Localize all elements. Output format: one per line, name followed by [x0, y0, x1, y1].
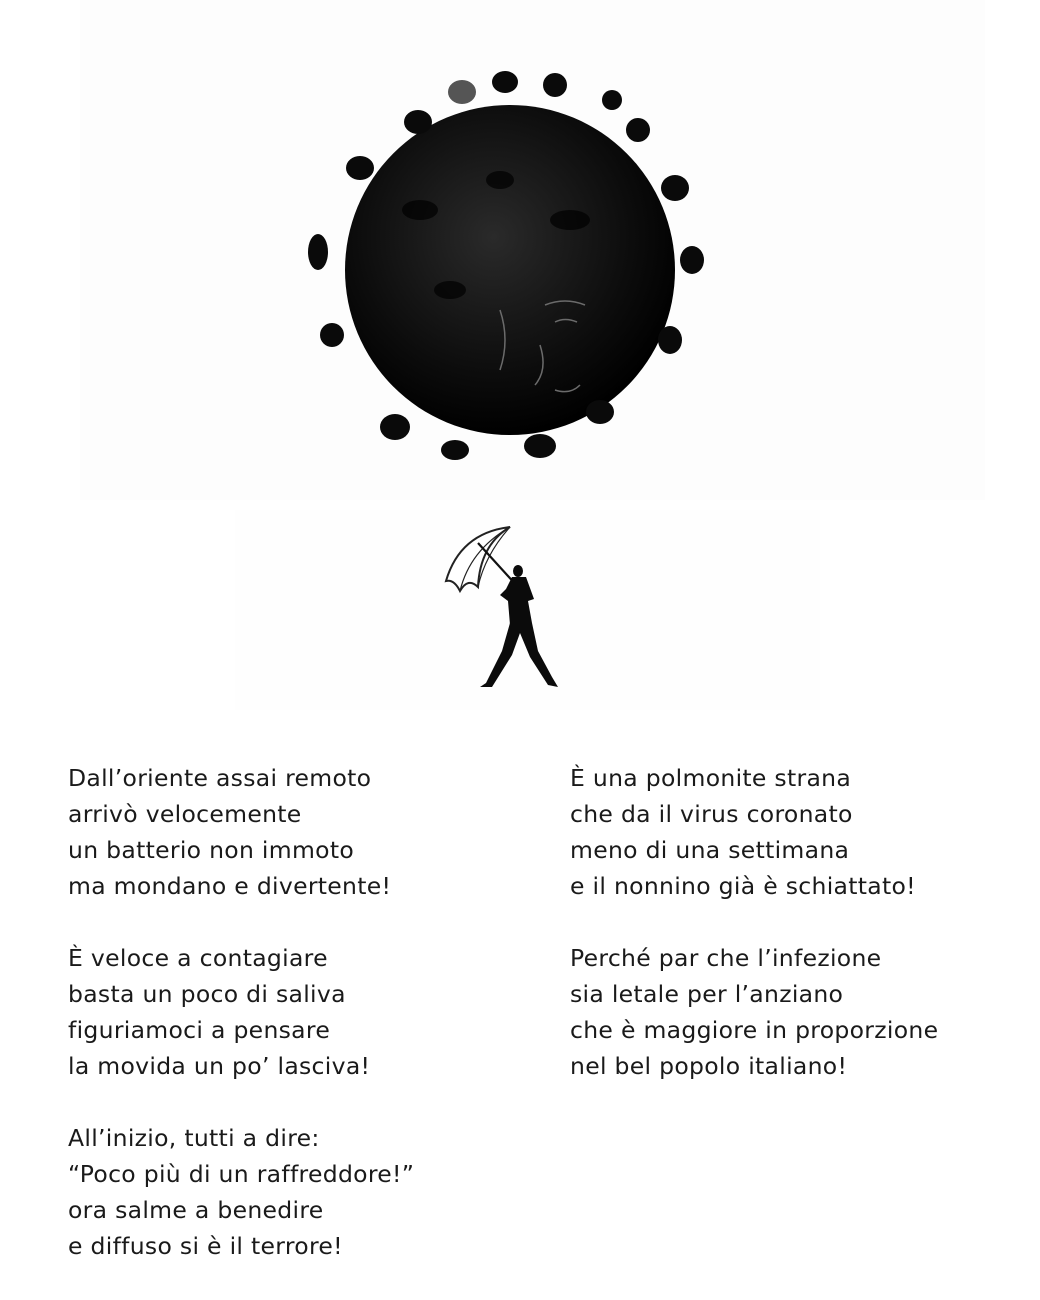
poem-line: un batterio non immoto — [68, 836, 355, 864]
poem-line: arrivò velocemente — [68, 800, 302, 828]
poem-line: ma mondano e divertente! — [68, 872, 392, 900]
poem-line: e il nonnino già è schiattato! — [570, 872, 916, 900]
man-with-umbrella-illustration — [440, 525, 580, 695]
poem-line: e diffuso si è il terrore! — [68, 1232, 343, 1260]
virus-body — [345, 105, 675, 435]
virus-illustration — [300, 60, 720, 460]
poem-line: Perché par che l’infezione — [570, 944, 882, 972]
poem-line: figuriamoci a pensare — [68, 1016, 331, 1044]
poem-line: basta un poco di saliva — [68, 980, 346, 1008]
stanza-5 — [570, 940, 938, 1084]
poem-line: È una polmonite strana — [570, 764, 852, 792]
poem-left-column — [68, 760, 414, 1300]
poem-right-column — [570, 760, 938, 1120]
poem-line: nel bel popolo italiano! — [570, 1052, 848, 1080]
umbrella-icon — [446, 527, 518, 591]
poem-line: È veloce a contagiare — [68, 944, 328, 972]
stanza-3 — [68, 1120, 414, 1264]
poem-line: la movida un po’ lasciva! — [68, 1052, 371, 1080]
poem-line: sia letale per l’anziano — [570, 980, 844, 1008]
poem-line: “Poco più di un raffreddore!” — [68, 1160, 415, 1188]
poem-line: che da il virus coronato — [570, 800, 853, 828]
poem-line: All’inizio, tutti a dire: — [68, 1124, 320, 1152]
poem-line: che è maggiore in proporzione — [570, 1016, 939, 1044]
stanza-2 — [68, 940, 414, 1084]
stanza-1 — [68, 760, 414, 904]
poem-line: ora salme a benedire — [68, 1196, 324, 1224]
poem-line: meno di una settimana — [570, 836, 850, 864]
walking-man — [480, 565, 558, 687]
stanza-4 — [570, 760, 938, 904]
poem-line: Dall’oriente assai remoto — [68, 764, 372, 792]
